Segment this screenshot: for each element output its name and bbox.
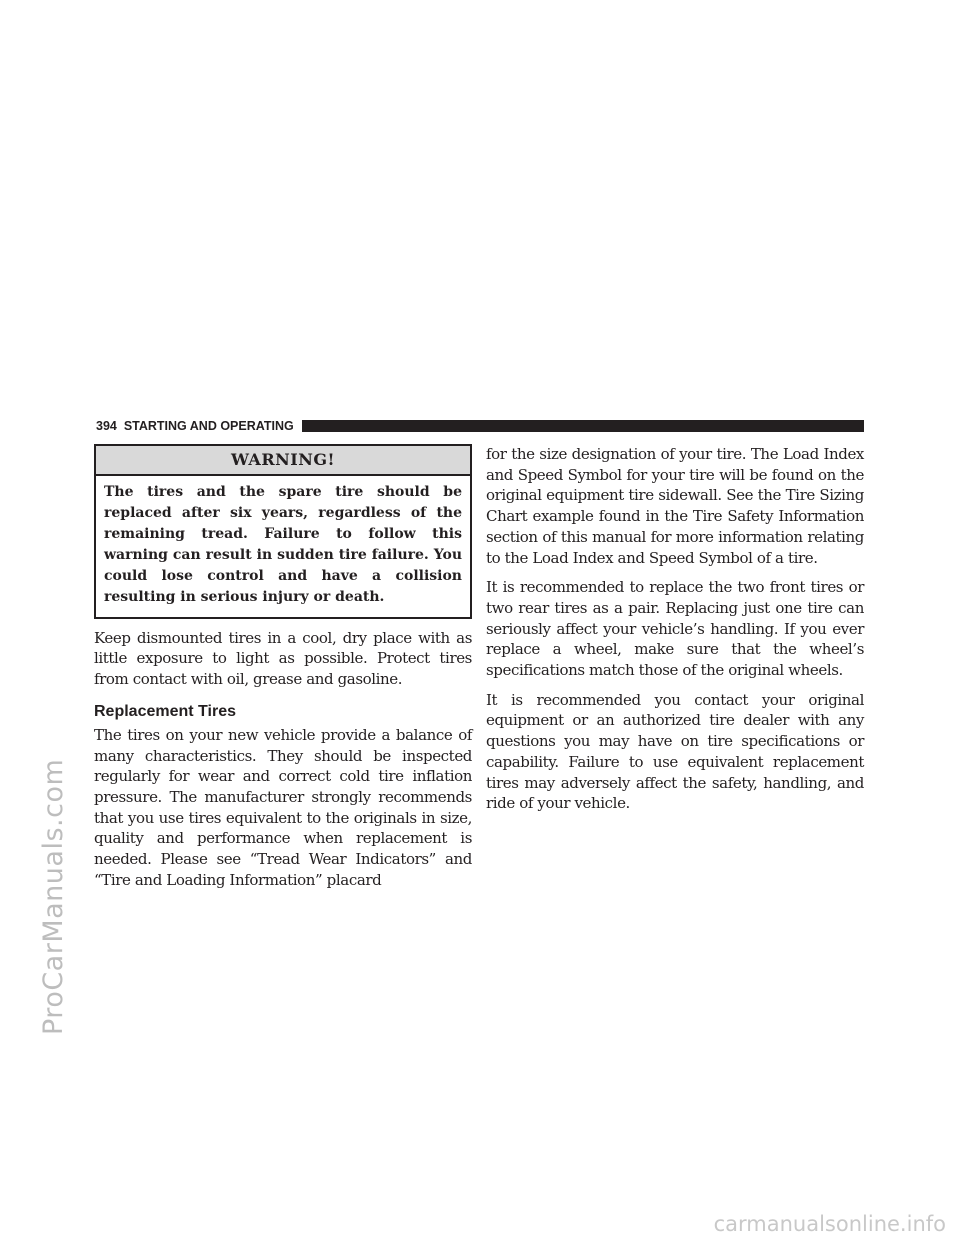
warning-text: The tires and the spare tire should be replaced after six years, regardless of the remaining tread. Failure to follow this warning can result in sudden tire failure. You could lose control and have a collision resulting in serious injury or death. bbox=[104, 483, 462, 605]
left-column bbox=[94, 444, 472, 899]
page-number: 394 bbox=[96, 419, 117, 433]
header-label bbox=[96, 419, 302, 433]
right-column bbox=[486, 444, 864, 823]
side-watermark: ProCarManuals.com bbox=[38, 758, 69, 1035]
continuation-paragraph: for the size designation of your tire. The Load Index and Speed Symbol for your tire will be found on the original equipment tire sidewall. See the Tire Sizing Chart example found in the Tire Safety Information section of this manual for more information relating to the Load Index and Speed Symbol of a tire. bbox=[486, 445, 864, 567]
section-title: STARTING AND OPERATING bbox=[123, 419, 294, 433]
contact-paragraph: It is recommended you contact your original equipment or an authorized tire dealer with any questions you may have on tire specifications or capability. Failure to use equivalent replacement tires may adversely affect the safety, handling, and ride of your vehicle. bbox=[486, 690, 864, 813]
warning-title: WARNING! bbox=[96, 446, 470, 476]
bottom-watermark: carmanualsonline.info bbox=[713, 1212, 946, 1236]
warning-box bbox=[94, 444, 472, 619]
replacement-paragraph: The tires on your new vehicle provide a balance of many characteristics. They should be inspected regularly for wear and correct cold tire inflation pressure. The manufacturer strongly recommends that you use tires equivalent to the originals in size, quality and performance when replacement is needed. Please see “Tread Wear Indicators” and “Tire and Loading Information” placard bbox=[94, 725, 472, 889]
header-rule bbox=[302, 420, 864, 432]
page-header bbox=[96, 418, 864, 434]
storage-paragraph: Keep dismounted tires in a cool, dry place with as little exposure to light as possible. Protect tires from contact with oil, grease and gasoline. bbox=[94, 628, 472, 689]
pairs-paragraph: It is recommended to replace the two front tires or two rear tires as a pair. Replacing just one tire can seriously affect your vehicle’s handling. If you ever replace a wheel, make sure that the wheel’s specifications match those of the original wheels. bbox=[486, 578, 864, 680]
section-heading: Replacement Tires bbox=[94, 702, 236, 720]
